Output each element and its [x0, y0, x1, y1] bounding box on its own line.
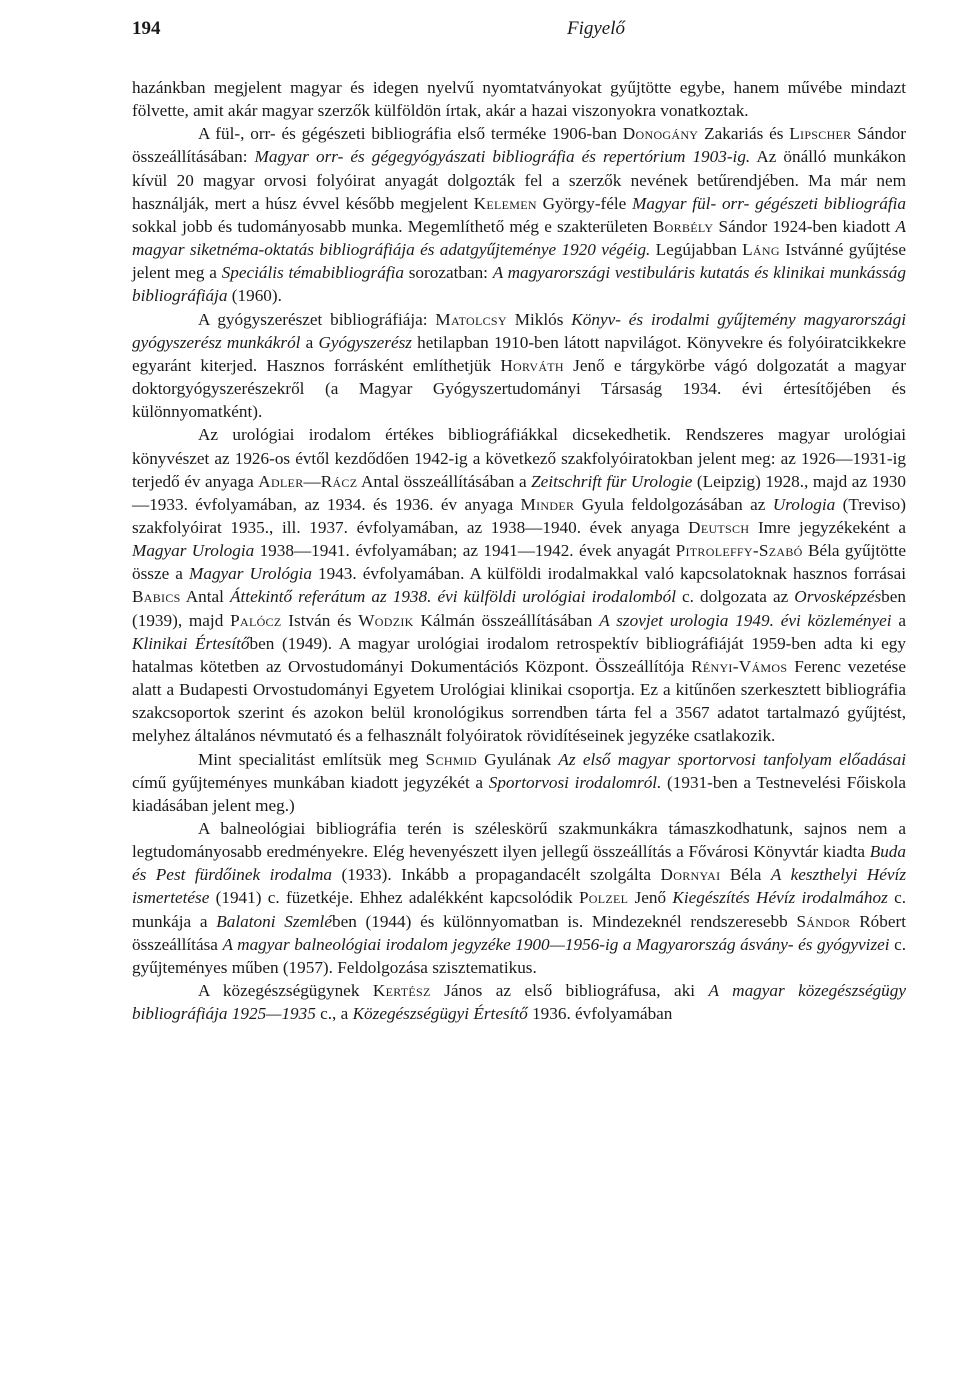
italic-title: Sportorvosi irodalomról. [488, 772, 662, 792]
article-body [132, 76, 906, 1025]
author-name: Matolcsy [435, 309, 507, 329]
text-run: A balneológiai bibliográfia terén is széleskörű szakmunkákra támaszkodhatunk, sajnos nem a legtudományosabb eredményekre. Elég hevenyészett ilyen jellegű összeállítás a Fővárosi Könyvtár kiadta [132, 819, 906, 862]
text-run: Kálmán összeállításában [413, 610, 600, 630]
text-run: a [300, 332, 319, 352]
text-run: (1941) c. füzetkéje. Ehhez adalékként kapcsolódik [209, 888, 579, 908]
text-run: c. gyűjteményes műben (1957). Feldolgozása szisztematikus. [132, 934, 906, 977]
italic-title: A magyar siketnéma-oktatás bibliográfiája és adatgyűjteménye 1920 végéig. [132, 216, 907, 260]
author-name: Wodzik [358, 610, 414, 630]
paragraph [132, 423, 906, 747]
italic-title: Orvosképzés [794, 587, 882, 607]
text-run: sorozatban: [403, 263, 493, 283]
running-head: Figyelő [566, 18, 626, 39]
text-run: 1943. évfolyamában. A külföldi irodalmakkal való kapcsolatoknak hasznos forrásai [311, 564, 907, 584]
author-name: Horváth [500, 355, 564, 375]
text-run: Sándor 1924-ben kiadott [713, 216, 896, 236]
text-run: ben (1939), majd [132, 587, 906, 630]
page-number: 194 [132, 18, 161, 39]
text-run: — [303, 471, 321, 491]
text-run: A közegészségügynek [198, 981, 373, 1001]
italic-title: Urologia [772, 494, 836, 514]
paragraph [132, 748, 906, 817]
text-run: c. dolgozata az [675, 587, 795, 607]
text-run: 1938—1941. évfolyamában; az 1941—1942. évek anyagát [254, 541, 676, 561]
text-run: Róbert összeállítása [132, 911, 907, 954]
text-run: Antal [180, 587, 231, 607]
text-run: hetilapban 1910-ben látott napvilágot. Könyvekre és folyóiratcikkekre egyaránt kiterjed. Hasznos forrásként említhetjük [132, 332, 906, 375]
text-run: Sándor összeállításában: [132, 124, 906, 167]
text-run: c., a [315, 1004, 353, 1024]
italic-title: A magyar közegészségügy bibliográfiája 1925—1935 [132, 981, 906, 1024]
text-run: Béla [720, 865, 771, 885]
italic-title: Gyógyszerész [318, 332, 412, 352]
text-run: Mint specialitást említsük meg [198, 749, 426, 769]
text-run: Béla gyűjtötte össze a [132, 541, 906, 584]
text-run: Istvánné gyűjtése jelent meg a [132, 240, 906, 283]
author-name: Rényi-Vámos [691, 656, 788, 676]
author-name: Adler [258, 471, 304, 491]
text-run: 1936. évfolyamában [527, 1004, 673, 1024]
text-run: ben (1944) és különnyomatban is. Mindezeknél rendszeresebb [331, 911, 797, 931]
italic-title: Speciális témabibliográfia [221, 263, 404, 283]
text-run: ben (1949). A magyar urológiai irodalom retrospektív bibliográfiáját 1959-ben adta ki egy hatalmas kötetben az Orvostudományi Dokumentációs Központ. Összeállítója [132, 633, 906, 676]
italic-title: Közegészségügyi Értesítő [352, 1004, 528, 1024]
italic-title: A szovjet urologia 1949. évi közleményei [599, 610, 892, 630]
italic-title: Zeitschrift für Urologie [531, 471, 693, 491]
text-run: című gyűjteményes munkában kiadott jegyzékét a [132, 772, 489, 792]
italic-title: Klinikai Értesítő [132, 633, 250, 653]
italic-title: Magyar Urologia [132, 541, 255, 561]
author-name: Borbély [652, 216, 714, 236]
italic-title: A keszthelyi Hévíz ismertetése [132, 865, 907, 908]
text-run: István és [281, 610, 359, 630]
author-name: Rácz [320, 471, 358, 491]
text-run: Antal összeállításában a [357, 471, 532, 491]
text-run: a [891, 610, 906, 630]
paragraph [132, 308, 906, 424]
text-run: Gyulának [477, 749, 559, 769]
text-run: (Treviso) szakfolyóirat 1935., ill. 1937. évfolyamában, az 1938—1940. évek anyaga [132, 494, 906, 537]
text-run: (1931-ben a Testnevelési Főiskola kiadásában jelent meg.) [132, 772, 906, 815]
author-name: Dornyai [660, 865, 721, 885]
text-run: hazánkban megjelent magyar és idegen nyelvű nyomtatványokat gyűjtötte egybe, hanem művébe mindazt fölvette, amit akár magyar szerzők külföldön írtak, akár a hazai viszonyokra vonatkoztak. [132, 78, 906, 121]
paragraph [132, 817, 906, 979]
paragraph [132, 76, 906, 122]
text-run: Legújabban [650, 240, 743, 260]
author-name: Palócz [230, 610, 282, 630]
italic-title: Magyar fül- orr- gégészeti bibliográfia [632, 193, 907, 213]
text-run: A gyógyszerészet bibliográfiája: [198, 309, 436, 329]
author-name: Schmid [425, 749, 478, 769]
text-run: Miklós [506, 309, 572, 329]
text-run: Az önálló munkákon kívül 20 magyar orvosi folyóirat anyagát dolgozták fel a szerzők nevének betűrendjében. Ma már nem használják, mert a húsz évvel később megjelent [132, 147, 906, 213]
author-name: Pitroleffy-Szabó [675, 541, 803, 561]
italic-title: Áttekintő referátum az 1938. évi külföldi urológiai irodalomból [230, 587, 676, 607]
text-run: Az urológiai irodalom értékes bibliográfiákkal dicsekedhetik. Rendszeres magyar urológiai könyvészet az 1926-os évtől kezdődően 1942-ig a következő szakfolyóiratokban jelent meg: az 1926—1931-ig terjedő év anyaga [132, 425, 906, 491]
italic-title: Balatoni Szemlé [216, 911, 332, 931]
author-name: Lipscher [789, 124, 852, 144]
text-run: György-féle [536, 193, 633, 213]
author-name: Babics [132, 587, 181, 607]
text-run: (1960). [227, 286, 282, 306]
italic-title: Buda és Pest fürdőinek irodalma [132, 842, 906, 885]
italic-title: A magyarországi vestibuláris kutatás és klinikai munkásság bibliográfiája [132, 263, 906, 306]
italic-title: Magyar orr- és gégegyógyászati bibliográfia és repertórium 1903-ig. [254, 147, 751, 167]
text-run: Ferenc vezetése alatt a Budapesti Orvostudományi Egyetem Urológiai klinikai csoportja. Ez a kitűnően szerkesztett bibliográfia szakcsoportok szerint és azokon belül kronológikus sorrendben tárta fel a 3567 adatot tartalmazó gyűjtést, melyhez általános névmutató és a felhasznált folyóiratok rövidítéseinek jegyzéke csatlakozik. [132, 656, 906, 746]
text-run: Imre jegyzékeként a [749, 517, 906, 537]
text-run: A fül-, orr- és gégészeti bibliográfia első terméke 1906-ban [198, 124, 623, 144]
italic-title: Magyar Urológia [189, 564, 312, 584]
author-name: Polzel [578, 888, 629, 908]
italic-title: Az első magyar sportorvosi tanfolyam előadásai [558, 749, 906, 769]
italic-title: A magyar balneológiai irodalom jegyzéke 1900—1956-ig a Magyarország ásvány- és gyógyvizei [222, 934, 890, 954]
text-run: Gyula feldolgozásában az [574, 494, 773, 514]
italic-title: Könyv- és irodalmi gyűjtemény magyarországi gyógyszerész munkákról [132, 309, 906, 352]
text-run: János az első bibliográfusa, aki [430, 981, 709, 1001]
author-name: Kertész [372, 981, 431, 1001]
author-name: Minder [520, 494, 575, 514]
page-header [132, 18, 910, 44]
author-name: Deutsch [688, 517, 750, 537]
text-run: Jenő [628, 888, 673, 908]
text-run: (1933). Inkább a propagandacélt szolgálta [332, 865, 661, 885]
paragraph [132, 122, 906, 307]
author-name: Láng [742, 240, 780, 260]
author-name: Donogány [622, 124, 699, 144]
text-run: Zakariás és [698, 124, 790, 144]
author-name: Kelemen [473, 193, 537, 213]
text-run: (Leipzig) 1928., majd az 1930—1933. évfolyamában, az 1934. és 1936. év anyaga [132, 471, 906, 514]
text-run: c. munkája a [132, 888, 906, 931]
italic-title: Kiegészítés Hévíz irodalmához [672, 888, 888, 908]
text-run: sokkal jobb és tudományosabb munka. Megemlíthető még e szakterületen [132, 216, 653, 236]
paragraph [132, 979, 906, 1025]
author-name: Sándor [796, 911, 851, 931]
text-run: Jenő e tárgykörbe vágó dolgozatát a magyar doktorgyógyszerészekről (a Magyar Gyógyszertudományi Társaság 1934. évi értesítőjében és különnyomatként). [132, 355, 906, 422]
